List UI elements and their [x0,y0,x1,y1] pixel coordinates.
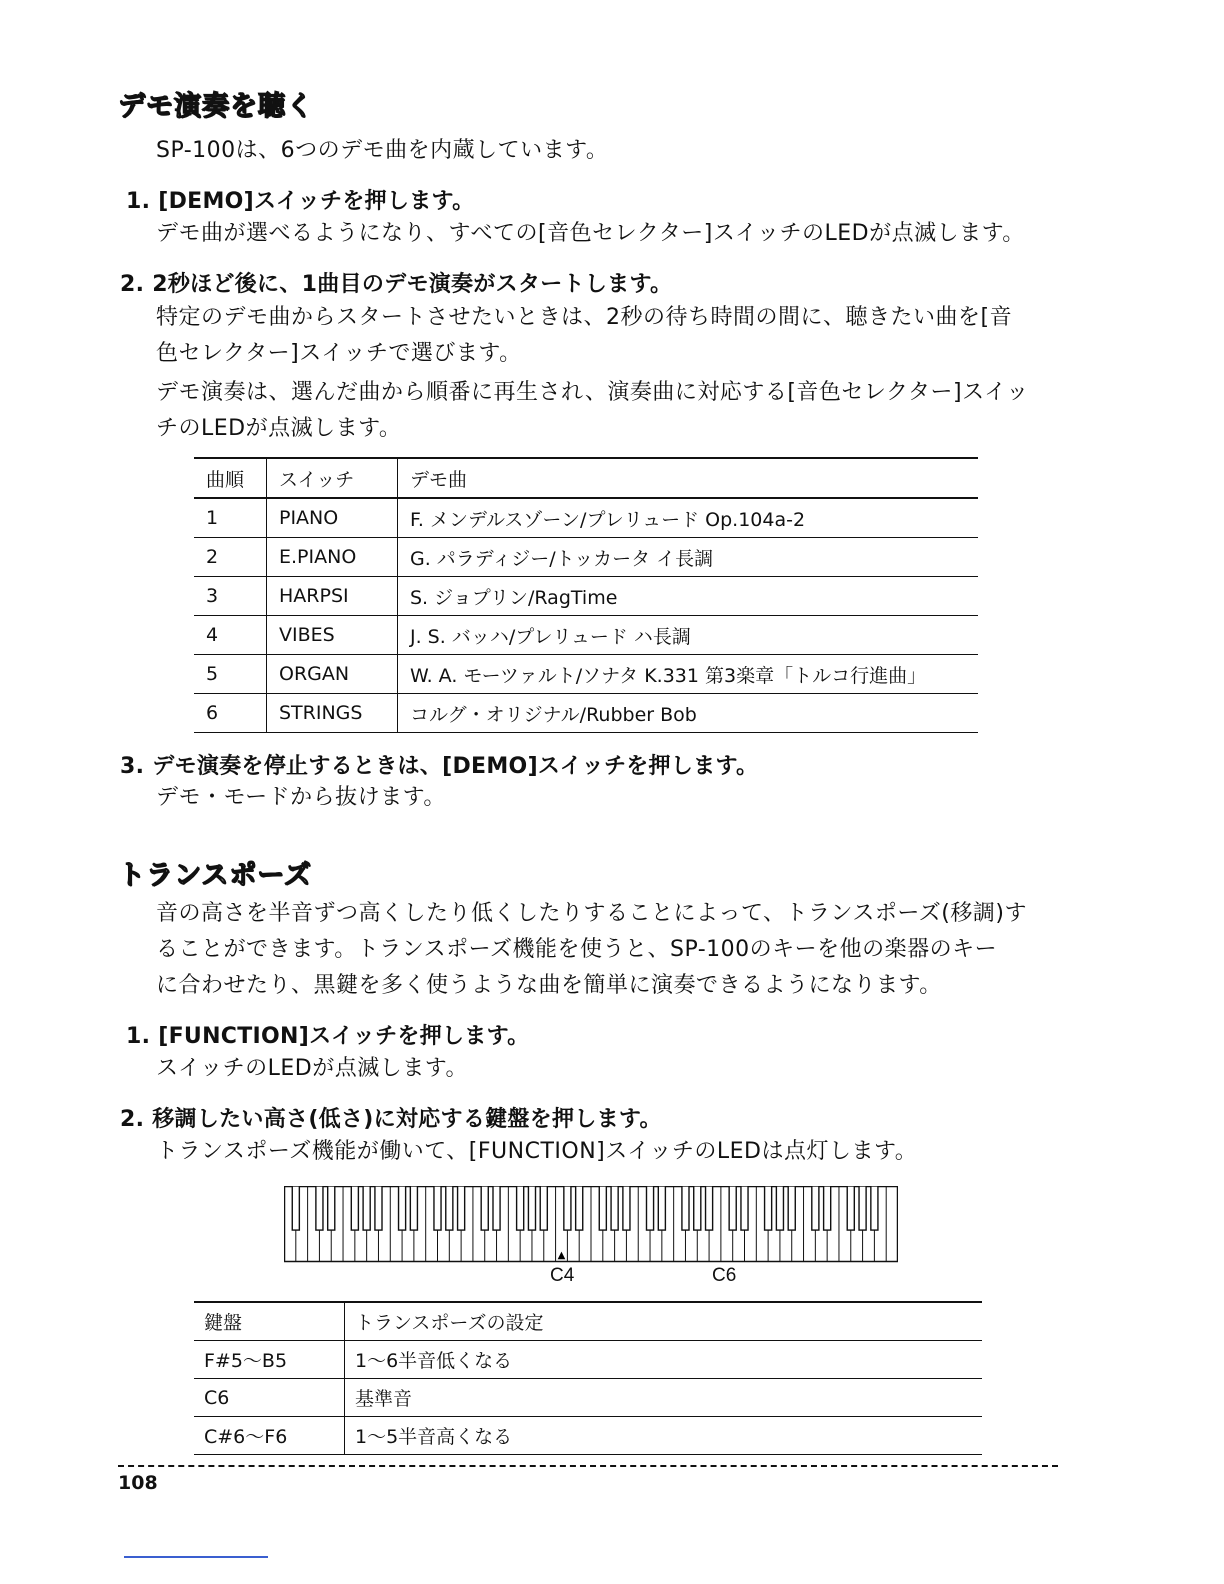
demo-step1-desc: デモ曲が選べるようになり、すべての[音色セレクター]スイッチのLEDが点滅します。 [156,221,1025,246]
table-row [194,577,978,616]
black-key [599,1186,606,1230]
table-cell: VIBES [267,616,398,655]
black-key [694,1186,701,1230]
black-key [871,1186,878,1230]
demo-step3-title: 3. デモ演奏を停止するときは、[DEMO]スイッチを押します。 [120,754,759,779]
table-row [194,694,978,733]
black-key [682,1186,689,1230]
table-header: 鍵盤 [194,1302,345,1341]
black-key [458,1186,465,1230]
table-row [194,1379,982,1417]
black-key [859,1186,866,1230]
table-header-row [194,1302,982,1341]
demo-step2-desc1-line2: 色セレクター]スイッチで選びます。 [156,341,522,366]
table-cell: F#5～B5 [194,1341,345,1379]
table-cell: 基準音 [345,1379,983,1417]
table-cell: 3 [194,577,267,616]
black-key [729,1186,736,1230]
demo-step1-title: 1. [DEMO]スイッチを押します。 [126,189,475,214]
table-cell: E.PIANO [267,538,398,577]
table-row [194,538,978,577]
black-key [576,1186,583,1230]
black-key [528,1186,535,1230]
section-heading-transpose: トランスポーズ [118,860,312,891]
table-cell: 2 [194,538,267,577]
table-cell: 1～6半音低くなる [345,1341,983,1379]
transpose-step1-desc: スイッチのLEDが点滅します。 [156,1056,468,1081]
black-key [776,1186,783,1230]
section-heading-demo: デモ演奏を聴く [118,91,314,122]
black-key [646,1186,653,1230]
table-row [194,1417,982,1455]
black-key [399,1186,406,1230]
transpose-intro-line1: 音の高さを半音ずつ高くしたり低くしたりすることによって、トランスポーズ(移調)す [156,901,1027,926]
black-key [623,1186,630,1230]
table-cell: J. S. バッハ/プレリュード ハ長調 [398,616,979,655]
page-divider [118,1465,1058,1467]
table-header: 曲順 [194,458,267,498]
black-key [812,1186,819,1230]
table-header: デモ曲 [398,458,979,498]
keyboard-label-c6: C6 [712,1265,737,1286]
demo-step2-title: 2. 2秒ほど後に、1曲目のデモ演奏がスタートします。 [120,272,673,297]
demo-step2-desc2-line1: デモ演奏は、選んだ曲から順番に再生され、演奏曲に対応する[音色セレクター]スイッ [156,380,1029,405]
transpose-table [194,1301,982,1455]
demo-step3-desc: デモ・モードから抜けます。 [156,785,446,810]
table-cell: 4 [194,616,267,655]
table-cell: C#6～F6 [194,1417,345,1455]
table-cell: PIANO [267,498,398,538]
transpose-step1-title: 1. [FUNCTION]スイッチを押します。 [126,1024,530,1049]
black-key [434,1186,441,1230]
transpose-intro-line3: に合わせたり、黒鍵を多く使うような曲を簡単に演奏できるようになります。 [156,973,942,998]
black-key [540,1186,547,1230]
black-key [446,1186,453,1230]
demo-step2-desc2-line2: チのLEDが点滅します。 [156,416,402,441]
table-header: スイッチ [267,458,398,498]
demo-intro: SP-100は、6つのデモ曲を内蔵しています。 [156,138,609,163]
transpose-intro-line2: ることができます。トランスポーズ機能を使うと、SP-100のキーを他の楽器のキー [156,937,998,962]
keyboard-label-c4: C4 [550,1265,575,1286]
table-cell: C6 [194,1379,345,1417]
table-cell: STRINGS [267,694,398,733]
black-key [824,1186,831,1230]
table-cell: S. ジョプリン/RagTime [398,577,979,616]
black-key [517,1186,524,1230]
black-key [410,1186,417,1230]
table-cell: 5 [194,655,267,694]
table-cell: G. パラディジー/トッカータ イ長調 [398,538,979,577]
table-cell: 6 [194,694,267,733]
c4-marker-icon: ▲ [557,1250,566,1261]
black-key [611,1186,618,1230]
demo-step2-desc1-line1: 特定のデモ曲からスタートさせたいときは、2秒の待ち時間の間に、聴きたい曲を[音 [156,305,1013,330]
black-key [375,1186,382,1230]
table-cell: コルグ・オリジナル/Rubber Bob [398,694,979,733]
black-key [706,1186,713,1230]
table-cell: 1～5半音高くなる [345,1417,983,1455]
table-cell: HARPSI [267,577,398,616]
transpose-step2-desc: トランスポーズ機能が働いて、[FUNCTION]スイッチのLEDは点灯します。 [156,1139,918,1164]
black-key [847,1186,854,1230]
demo-songs-table [194,457,978,733]
black-key [658,1186,665,1230]
black-key [788,1186,795,1230]
table-cell: 1 [194,498,267,538]
keyboard-diagram [284,1186,898,1266]
black-key [328,1186,335,1230]
black-key [351,1186,358,1230]
black-key [765,1186,772,1230]
transpose-step2-title: 2. 移調したい高さ(低さ)に対応する鍵盤を押します。 [120,1107,662,1132]
page-number: 108 [118,1472,158,1494]
table-cell: ORGAN [267,655,398,694]
table-cell: F. メンデルスゾーン/プレリュード Op.104a-2 [398,498,979,538]
black-key [363,1186,370,1230]
black-key [741,1186,748,1230]
black-key [493,1186,500,1230]
blue-rule [124,1556,268,1558]
table-row [194,616,978,655]
table-row [194,655,978,694]
table-cell: W. A. モーツァルト/ソナタ K.331 第3楽章「トルコ行進曲」 [398,655,979,694]
black-key [481,1186,488,1230]
table-row [194,498,978,538]
table-header: トランスポーズの設定 [345,1302,983,1341]
black-key [316,1186,323,1230]
black-key [564,1186,571,1230]
black-key [292,1186,299,1230]
table-header-row [194,458,978,498]
table-row [194,1341,982,1379]
